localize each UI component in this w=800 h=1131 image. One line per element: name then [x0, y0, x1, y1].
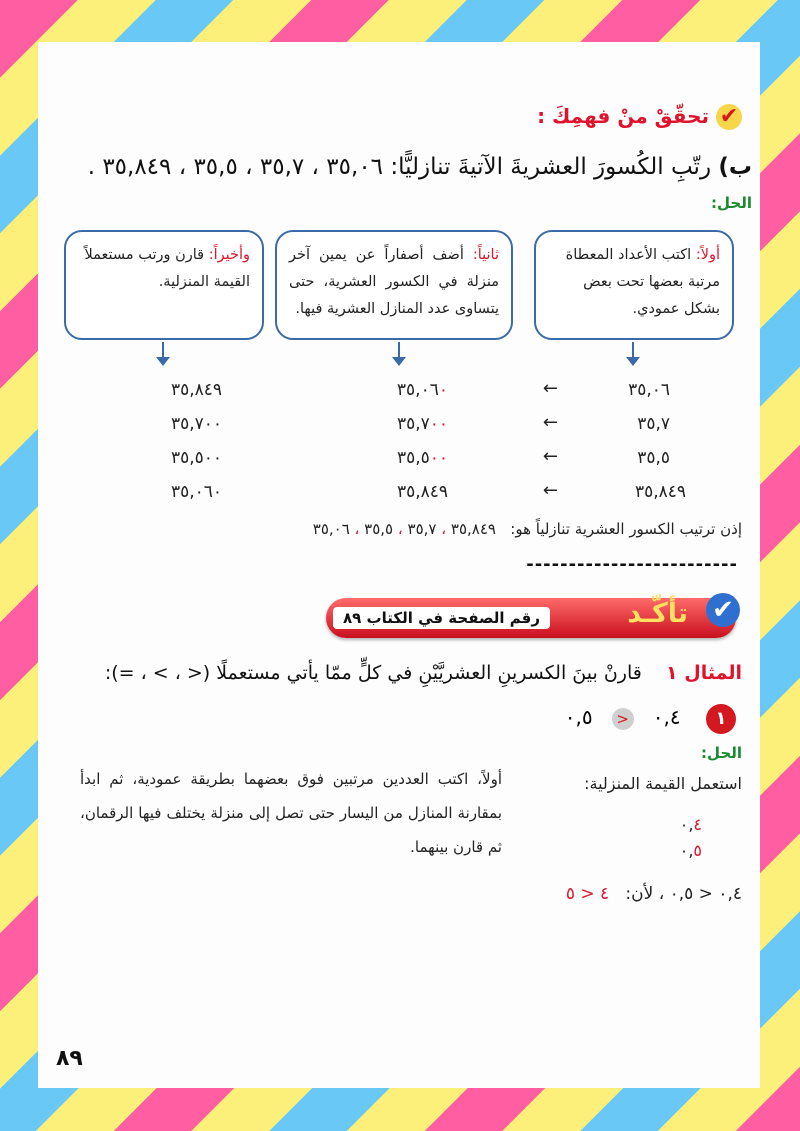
place-value-label: استعمل القيمة المنزلية: [584, 774, 742, 793]
sorted-value: ٣٥,٠٦٠ [170, 482, 222, 502]
example-line [105, 662, 742, 684]
confirm-banner [326, 598, 736, 638]
arrow-down-3 [162, 342, 164, 360]
page-reference: رقم الصفحة في الكتاب ٨٩ [333, 607, 550, 629]
final-statement [566, 884, 742, 904]
original-value: ٣٥,٧ [637, 414, 670, 434]
step-box-1 [534, 230, 734, 340]
dashed-divider: ------------------------- [526, 554, 738, 575]
sorted-value: ٣٥,٥٠٠ [170, 448, 222, 468]
comparison-sign: < [612, 708, 634, 730]
conclusion-value: ٣٥,٧ [407, 520, 437, 538]
padded-value [397, 482, 448, 502]
comparison-item [565, 704, 736, 734]
padded-base: ٣٥,٨٤٩ [396, 482, 448, 502]
banner-check-icon: ✔ [706, 593, 740, 627]
conclusion-value: ٣٥,٨٤٩ [450, 520, 496, 538]
final-comparison: ٠,٤ < ٠,٥ ، لأن: [625, 884, 742, 904]
stack-digit: ٥ [693, 841, 702, 860]
padded-value [397, 414, 448, 434]
question [88, 154, 752, 180]
step-2-lead: ثانياً: [472, 247, 499, 263]
left-arrow-icon: ← [542, 480, 558, 501]
question-text: رتّبِ الكُسورَ العشريةَ الآتيةَ تنازليًّا: ٣٥,٠٦ ، ٣٥,٧ ، ٣٥,٥ ، ٣٥,٨٤٩ . [87, 154, 712, 180]
left-arrow-icon: ← [542, 378, 558, 399]
left-arrow-icon: ← [542, 446, 558, 467]
page-number: ٨٩ [56, 1046, 83, 1071]
example-text: قارنْ بينَ الكسرينِ العشريَّيْنِ في كلٍّ ممّا يأتي مستعملًا (< ، > ، =): [104, 662, 642, 684]
padded-zeros: ٠ [438, 380, 448, 400]
conclusion-value: ٣٥,٠٦ [312, 520, 350, 538]
step-2-text: أضف أصفاراً عن يمين آخر منزلة في الكسور العشرية، حتى يتساوى عدد المنازل العشرية فيها. [289, 247, 499, 317]
final-reason: ٤ < ٥ [565, 884, 610, 904]
step-3-lead: وأخيراً: [208, 247, 250, 263]
conclusion [313, 520, 742, 538]
left-decimal: ٠,٤ [652, 705, 681, 729]
conclusion-separator: ، [397, 520, 403, 538]
padded-zeros: ٠٠ [429, 414, 448, 434]
step-3-text: قارن ورتب مستعملاً القيمة المنزلية. [84, 247, 250, 290]
padded-base: ٣٥,٧ [396, 414, 430, 434]
banner-title: تأكّـد [627, 598, 688, 629]
vertical-stack [680, 812, 702, 864]
padded-value [397, 448, 448, 468]
arrow-down-2 [398, 342, 400, 360]
arrow-down-1 [632, 342, 634, 360]
sorted-value: ٣٥,٧٠٠ [170, 414, 222, 434]
conclusion-prefix: إذن ترتيب الكسور العشرية تنازلياً هو: [510, 520, 742, 538]
padded-value [397, 380, 448, 400]
step-box-2 [275, 230, 513, 340]
question-letter: ب) [718, 154, 752, 180]
checkmark-icon: ✔ [716, 104, 742, 130]
original-value: ٣٥,٥ [637, 448, 670, 468]
check-heading-text: تحقّقْ منْ فهمِكَ : [537, 104, 710, 128]
stack-digit: ٤ [693, 815, 702, 834]
original-value: ٣٥,٠٦ [628, 380, 670, 400]
padded-base: ٣٥,٠٦ [396, 380, 439, 400]
explanation-text: أولاً، اكتب العددين مرتبين فوق بعضهما بطريقة عمودية، ثم ابدأ بمقارنة المنازل من اليسار حتى تصل إلى منزلة يختلف فيها الرقمان، ثم قارن بينهما. [80, 770, 502, 856]
right-decimal: ٠,٥ [564, 705, 593, 729]
conclusion-value: ٣٥,٥ [364, 520, 394, 538]
step-box-3 [64, 230, 264, 340]
padded-base: ٣٥,٥ [396, 448, 430, 468]
padded-zeros: ٠٠ [429, 448, 448, 468]
conclusion-separator: ، [441, 520, 447, 538]
check-heading [537, 104, 742, 130]
step-1-text: اكتب الأعداد المعطاة مرتبة بعضها تحت بعض بشكل عمودي. [565, 247, 720, 317]
item-number-badge: ١ [706, 704, 736, 734]
conclusion-separator: ، [354, 520, 360, 538]
stack-row [680, 838, 702, 864]
stack-row [680, 812, 702, 838]
page-sheet [38, 42, 760, 1088]
step-1-lead: أولاً: [695, 247, 720, 263]
sorted-value: ٣٥,٨٤٩ [170, 380, 222, 400]
original-value: ٣٥,٨٤٩ [634, 482, 686, 502]
stack-prefix: ٠, [679, 815, 694, 834]
left-arrow-icon: ← [542, 412, 558, 433]
solution-label-2: الحل: [701, 744, 742, 762]
solution-label: الحل: [711, 194, 752, 212]
example-label: المثال ١ [666, 662, 742, 684]
stack-prefix: ٠, [679, 841, 694, 860]
